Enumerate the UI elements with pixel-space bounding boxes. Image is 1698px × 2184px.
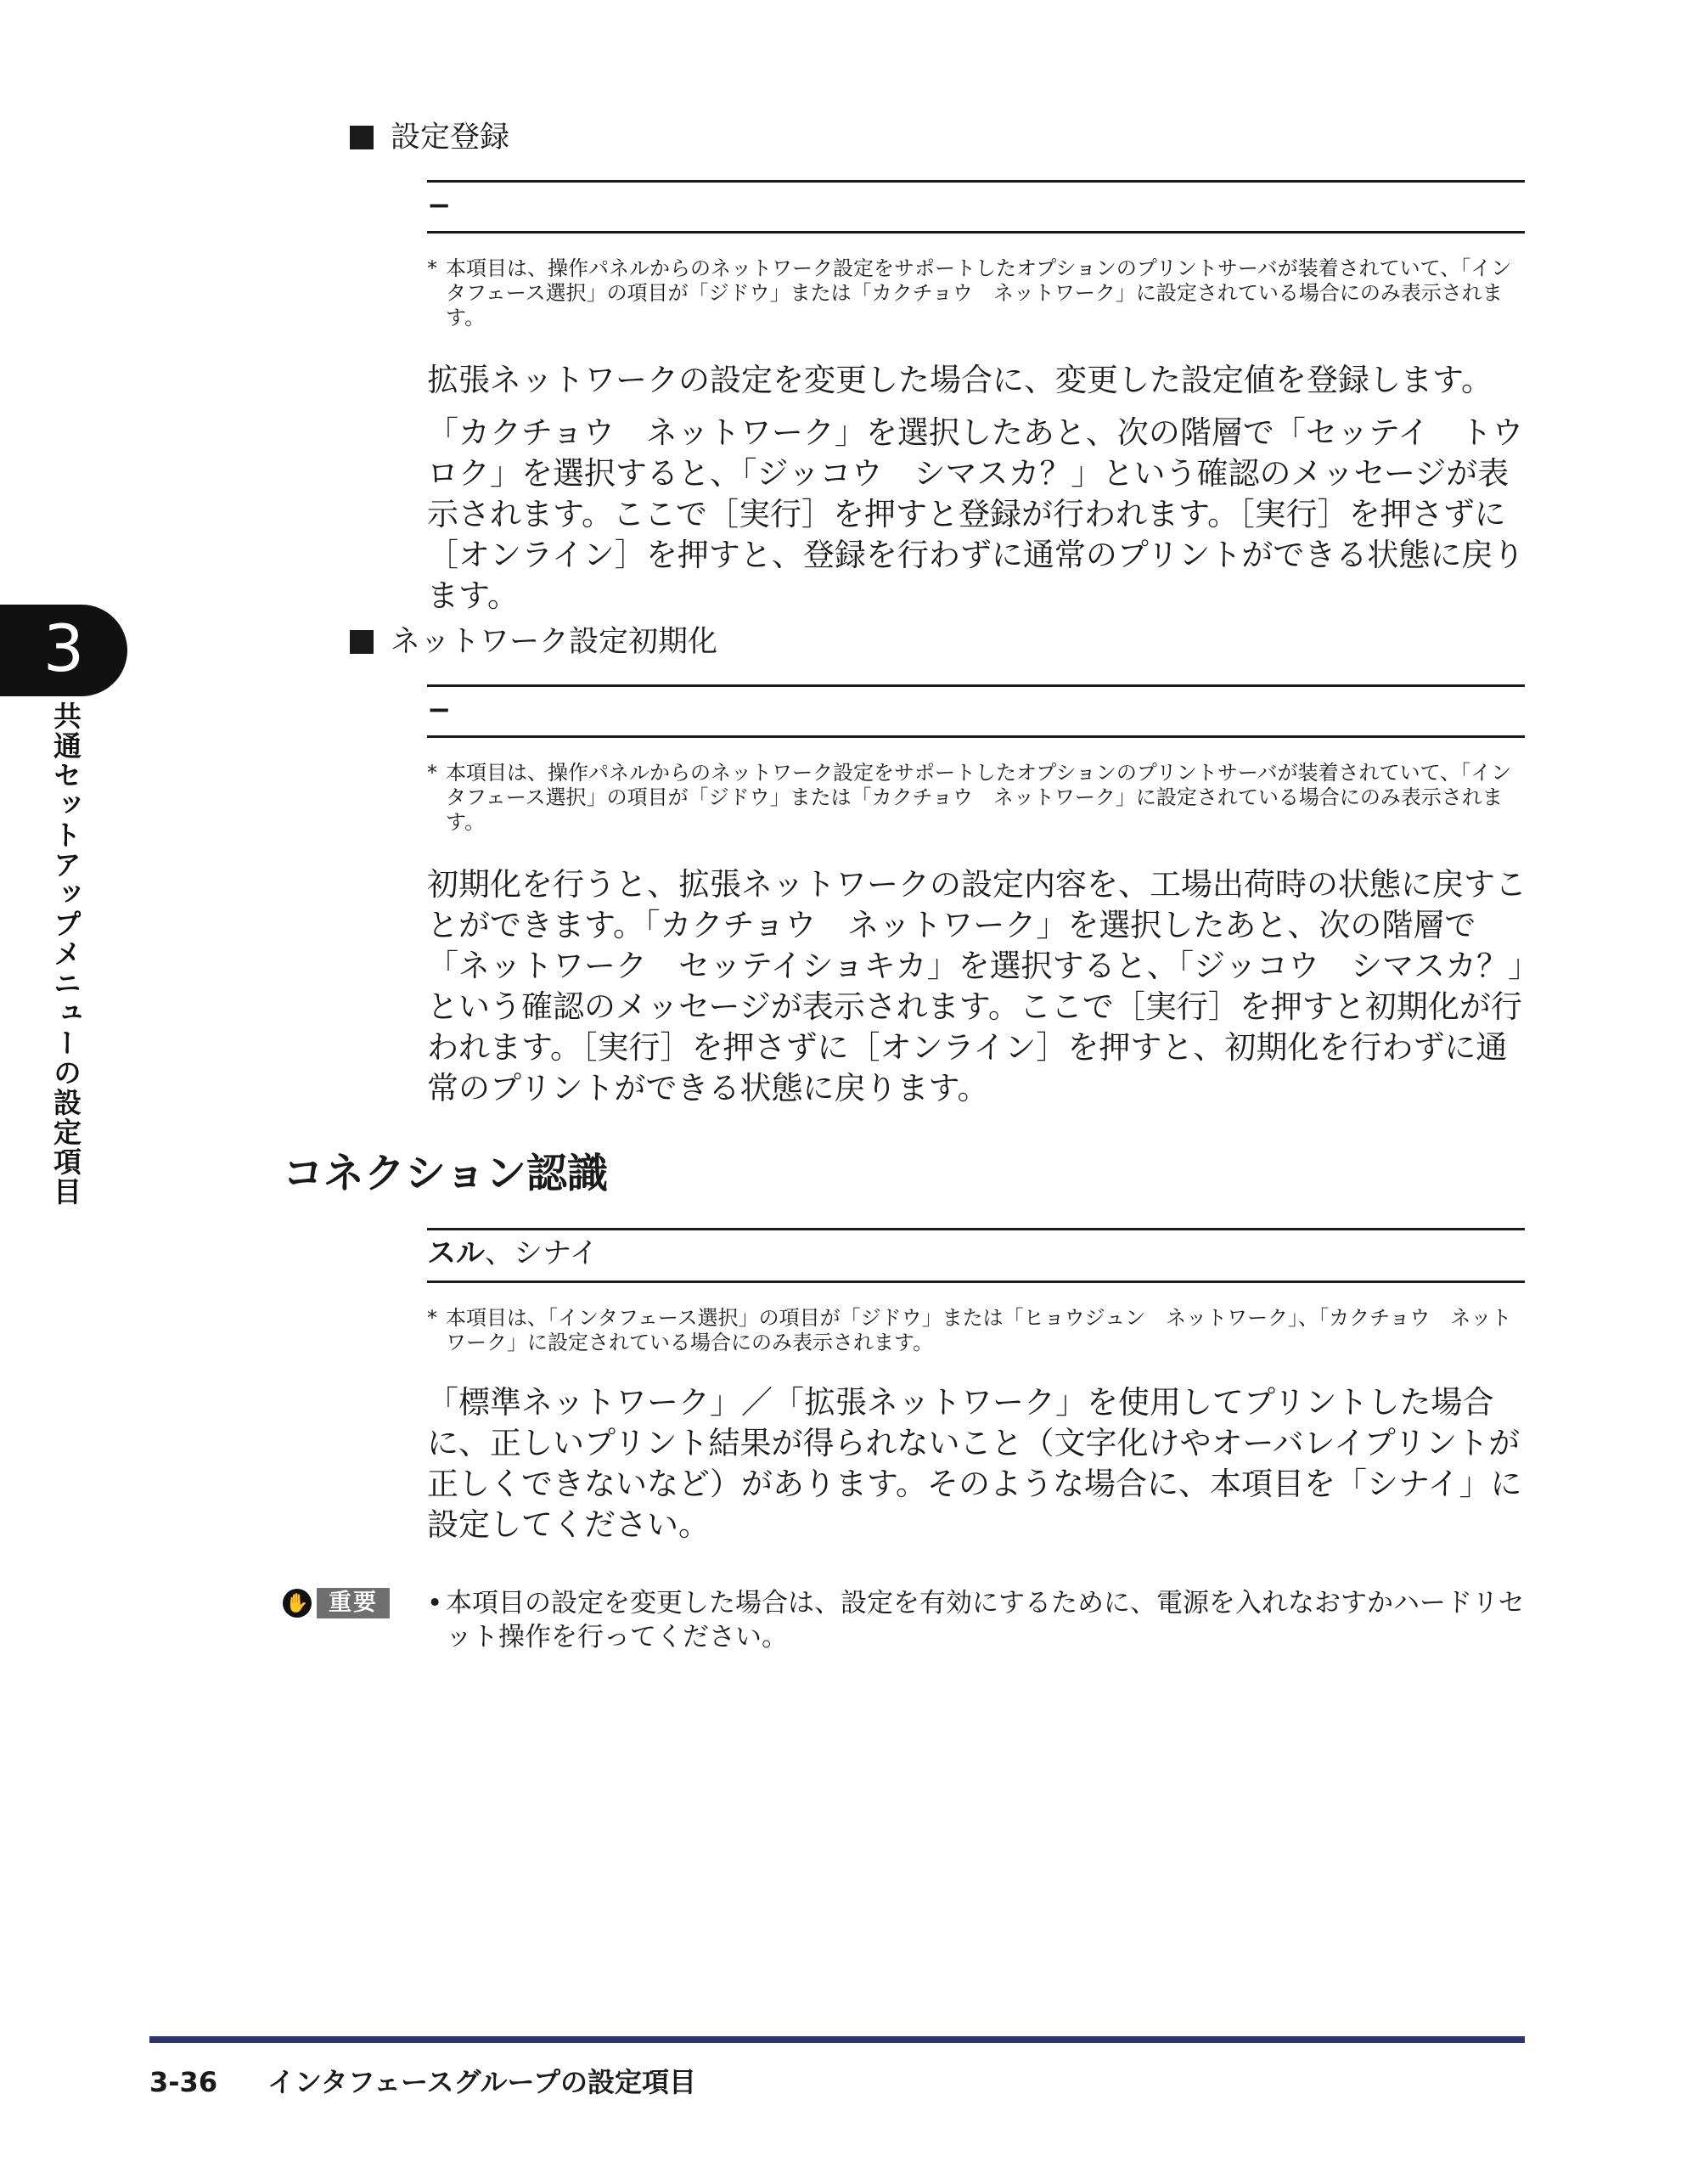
bullet-mark: • — [427, 1588, 443, 1618]
asterisk-mark: * — [427, 256, 437, 280]
default-option: スル — [427, 1236, 485, 1270]
section-body — [427, 360, 1527, 628]
chapter-number: 3 — [42, 611, 85, 686]
footer-title: インタフェースグループの設定項目 — [267, 2066, 696, 2098]
value-rule-bottom — [427, 1281, 1525, 1283]
chapter-label: 共通セットアップメニューの設定項目 — [49, 701, 82, 1207]
important-badge — [283, 1588, 390, 1618]
value-rule-top — [427, 180, 1525, 183]
paragraph: 「標準ネットワーク」／「拡張ネットワーク」を使用してプリントした場合に、正しいプリント結果が得られないこと（文字化けやオーバレイプリントが正しくできないなど）があります。そのような場合に、本項目を「シナイ」に設定してください。 — [427, 1384, 1522, 1543]
paragraph: 初期化を行うと、拡張ネットワークの設定内容を、工場出荷時の状態に戻すことができます。「カクチョウ ネットワーク」を選択したあと、次の階層で「ネットワーク セッテイショキカ」を選択すると、「ジッコウ シマスカ？」という確認のメッセージが表示されます。ここで［実行］を押すと初期化が行われます。［実行］を押さずに［オンライン］を押すと、初期化を行わずに通常のプリントができる状態に戻ります。 — [427, 866, 1527, 1106]
footer-rule — [149, 2036, 1525, 2043]
setting-value: − — [427, 189, 452, 222]
value-rule-bottom — [427, 231, 1525, 234]
section-heading-text: 設定登録 — [391, 121, 510, 155]
main-heading: コネクション認識 — [283, 1150, 609, 1197]
paragraph: 拡張ネットワークの設定を変更した場合に、変更した設定値を登録します。 — [427, 362, 1493, 398]
other-option: 、シナイ — [485, 1236, 599, 1270]
value-rule-top — [427, 1228, 1525, 1230]
important-note — [427, 1586, 1527, 1654]
hand-stop-icon: ✋ — [283, 1589, 312, 1618]
footnote-text: 本項目は、操作パネルからのネットワーク設定をサポートしたオプションのプリントサーバが装着されていて、「インタフェース選択」の項目が「ジドウ」または「カクチョウ ネットワーク」に設定されている場合にのみ表示されます。 — [446, 761, 1512, 834]
value-rule-bottom — [427, 735, 1525, 738]
footnote — [427, 1306, 1525, 1355]
footnote-text: 本項目は、操作パネルからのネットワーク設定をサポートしたオプションのプリントサーバが装着されていて、「インタフェース選択」の項目が「ジドウ」または「カクチョウ ネットワーク」に設定されている場合にのみ表示されます。 — [446, 256, 1512, 329]
asterisk-mark: * — [427, 1306, 437, 1330]
section-body — [427, 1382, 1527, 1557]
footnote — [427, 761, 1525, 835]
important-label: 重要 — [317, 1588, 390, 1618]
important-text: 本項目の設定を変更した場合は、設定を有効にするために、電源を入れなおすかハードリセット操作を行ってください。 — [446, 1588, 1525, 1652]
value-rule-top — [427, 684, 1525, 687]
setting-value: − — [427, 693, 452, 727]
section-heading-1 — [350, 119, 509, 156]
section-body — [427, 864, 1527, 1121]
setting-options — [427, 1236, 599, 1270]
square-bullet-icon — [350, 630, 374, 654]
section-heading-2 — [350, 623, 717, 661]
footnote — [427, 256, 1525, 330]
paragraph: 「カクチョウ ネットワーク」を選択したあと、次の階層で「セッテイ トウロク」を選択すると、「ジッコウ シマスカ？」という確認のメッセージが表示されます。ここで［実行］を押すと登録が行われます。［実行］を押さずに［オンライン］を押すと、登録を行わずに通常のプリントができる状態に戻ります。 — [427, 414, 1525, 614]
asterisk-mark: * — [427, 761, 437, 785]
footnote-text: 本項目は、「インタフェース選択」の項目が「ジドウ」または「ヒョウジュン ネットワーク」、「カクチョウ ネットワーク」に設定されている場合にのみ表示されます。 — [446, 1306, 1512, 1354]
section-heading-text: ネットワーク設定初期化 — [391, 625, 718, 659]
page-number: 3-36 — [149, 2066, 218, 2098]
square-bullet-icon — [350, 126, 374, 149]
